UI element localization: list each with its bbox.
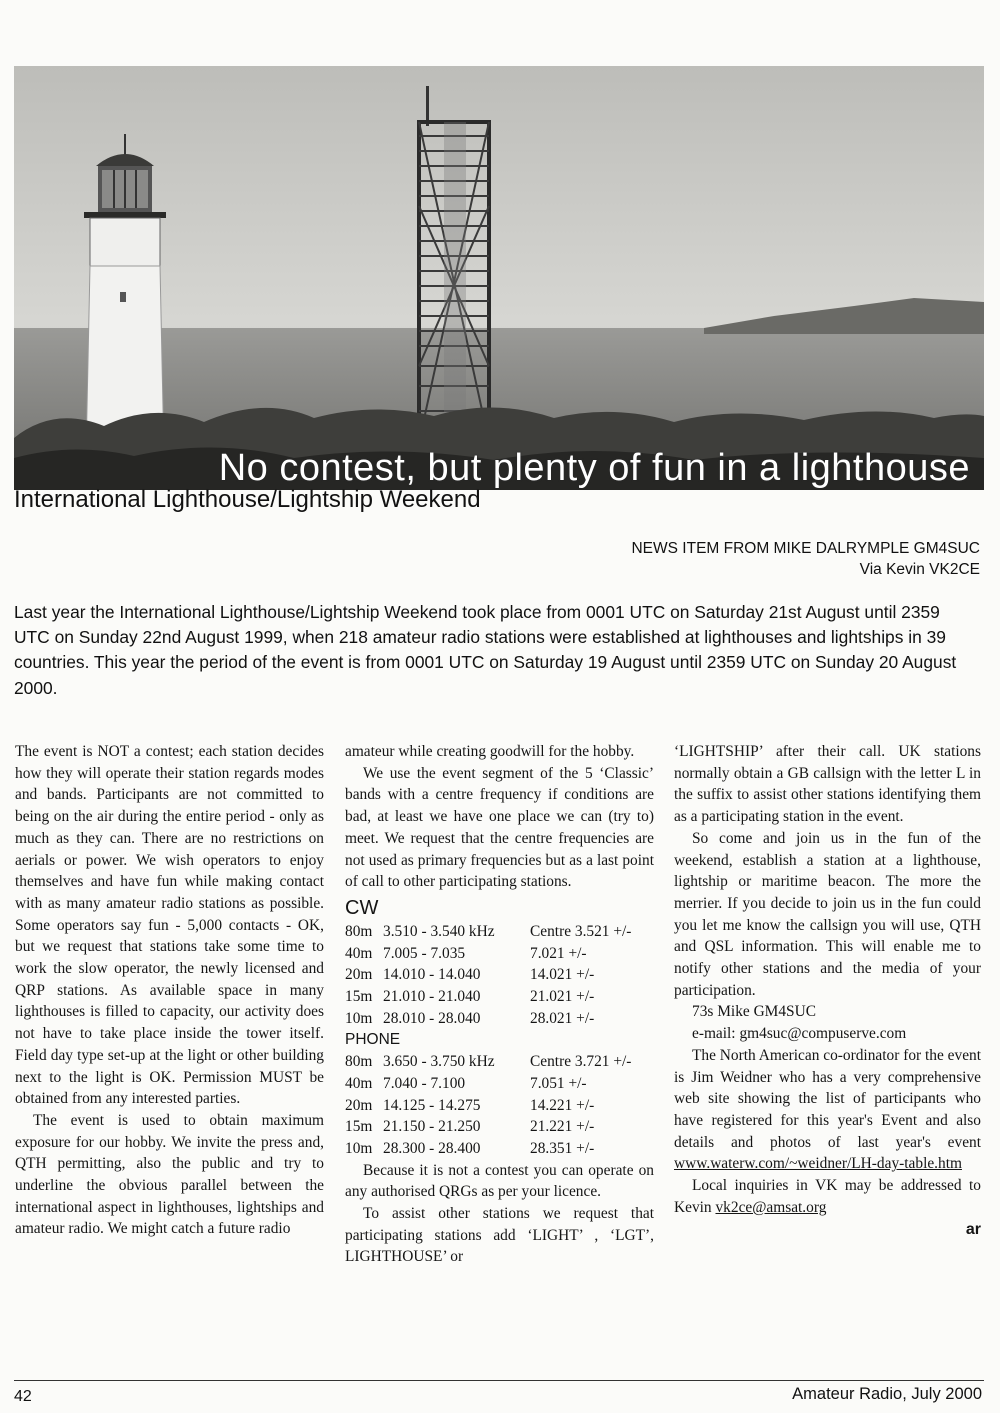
range-cell: 28.300 - 28.400 bbox=[383, 1139, 481, 1157]
paragraph bbox=[674, 1175, 981, 1218]
table-row bbox=[345, 986, 631, 1008]
article-title: No contest, but plenty of fun in a lighthouse bbox=[218, 447, 970, 489]
column-2 bbox=[345, 741, 654, 1268]
centre-cell: 14.021 +/- bbox=[530, 966, 595, 984]
centre-cell: 21.021 +/- bbox=[530, 988, 595, 1006]
table-row bbox=[345, 1008, 631, 1030]
centre-cell: Centre 3.721 +/- bbox=[530, 1053, 632, 1071]
article-subtitle: International Lighthouse/Lightship Weekend bbox=[14, 486, 481, 513]
band-cell: 15m bbox=[345, 988, 373, 1006]
page-number: 42 bbox=[14, 1388, 32, 1405]
band-cell: 20m bbox=[345, 966, 373, 984]
range-cell: 7.040 - 7.100 bbox=[383, 1074, 466, 1092]
contact-email-link[interactable]: vk2ce@amsat.org bbox=[715, 1198, 827, 1216]
table-row bbox=[345, 1116, 631, 1138]
footer-divider bbox=[14, 1380, 984, 1381]
band-cell: 80m bbox=[345, 922, 373, 940]
table-row bbox=[345, 943, 631, 965]
cw-frequency-table bbox=[345, 921, 631, 1030]
paragraph-text: The North American co-ordinator for the event is Jim Weidner who has a very comprehensive web site showing the list of participants who have registered for this year's Event and also details and photos of last year's event bbox=[674, 1046, 981, 1151]
centre-cell: 14.221 +/- bbox=[530, 1096, 595, 1114]
table-row bbox=[345, 964, 631, 986]
band-cell: 20m bbox=[345, 1096, 373, 1114]
band-cell: 10m bbox=[345, 1009, 373, 1027]
cw-heading: CW bbox=[345, 896, 379, 919]
byline-via: Via Kevin VK2CE bbox=[859, 561, 980, 578]
paragraph: The event is used to obtain maximum exposure for our hobby. We invite the press and, QTH permitting, also the public and try to underline the obvious parallel between the international aspect in lighthouses, lightships and amateur radio. We might catch a future radio bbox=[15, 1111, 324, 1238]
phone-frequency-table bbox=[345, 1051, 631, 1160]
column-1 bbox=[15, 741, 324, 1240]
table-row bbox=[345, 1051, 631, 1073]
table-row bbox=[345, 921, 631, 943]
centre-cell: 28.021 +/- bbox=[530, 1009, 595, 1027]
paragraph: So come and join us in the fun of the weekend, establish a station at a lighthouse, lightship or maritime beacon. The more the merrier. If you decide to join us in the fun could you let me know the callsign you will use, QTH and QSL information. This will enable me to notify other stations and the media of your participation. bbox=[674, 829, 981, 999]
band-cell: 15m bbox=[345, 1118, 373, 1136]
centre-cell: 7.051 +/- bbox=[530, 1074, 587, 1092]
byline-author: NEWS ITEM FROM MIKE DALRYMPLE GM4SUC bbox=[631, 540, 980, 557]
paragraph: amateur while creating goodwill for the hobby. bbox=[345, 743, 635, 760]
publication-info: Amateur Radio, July 2000 bbox=[792, 1385, 982, 1403]
email-label: e-mail: bbox=[692, 1025, 736, 1043]
range-cell: 21.010 - 21.040 bbox=[383, 988, 481, 1006]
centre-cell: Centre 3.521 +/- bbox=[530, 922, 632, 940]
column-3 bbox=[674, 741, 981, 1241]
paragraph-text: Local inquiries in VK may be addressed to Kevin bbox=[674, 1177, 981, 1216]
band-cell: 80m bbox=[345, 1053, 373, 1071]
centre-cell: 28.351 +/- bbox=[530, 1139, 595, 1157]
intro-paragraph: Last year the International Lighthouse/Lightship Weekend took place from 0001 UTC on Saturday 21st August until 2359 UTC on Sunday 22nd August 1999, when 218 amateur radio stations were established at lighthouses and lightships in 39 countries. This year the period of the event is from 0001 UTC on Saturday 19 August until 2359 UTC on Sunday 20 August 2000. bbox=[14, 602, 957, 698]
email-address: gm4suc@compuserve.com bbox=[739, 1025, 907, 1043]
range-cell: 21.150 - 21.250 bbox=[383, 1118, 481, 1136]
band-cell: 10m bbox=[345, 1139, 373, 1157]
range-cell: 3.650 - 3.750 kHz bbox=[383, 1053, 495, 1071]
band-cell: 40m bbox=[345, 1074, 373, 1092]
paragraph: Because it is not a contest you can operate on any authorised QRGs as per your licence. bbox=[345, 1161, 654, 1201]
website-link[interactable]: www.waterw.com/~weidner/LH-day-table.htm bbox=[674, 1155, 962, 1173]
table-row bbox=[345, 1138, 631, 1160]
paragraph: The event is NOT a contest; each station decides how they will operate their station regards modes and bands. Participants are not committed to being on the air during the entire period - only as much as they can. There are no restrictions on aerials or power. We wish operators to enjoy themselves and have fun while making contact with as many amateur radio stations as possible. Some operators say fun - 5,000 contacts - OK, but we request that stations take some time to work the slow operator, the newly licensed and QRP stations. As available space in many lighthouses is filled to capacity, our activity does not have to take place inside the tower itself. Field day type set-up at the light or other building next to the light is OK. Permission MUST be obtained from any interested parties. bbox=[15, 743, 324, 1108]
centre-cell: 21.221 +/- bbox=[530, 1118, 595, 1136]
table-row bbox=[345, 1095, 631, 1117]
table-row bbox=[345, 1073, 631, 1095]
byline bbox=[631, 538, 980, 580]
range-cell: 7.005 - 7.035 bbox=[383, 944, 466, 962]
centre-cell: 7.021 +/- bbox=[530, 944, 587, 962]
header-photo bbox=[14, 66, 984, 490]
band-cell: 40m bbox=[345, 944, 373, 962]
email-line bbox=[674, 1023, 981, 1045]
range-cell: 3.510 - 3.540 kHz bbox=[383, 922, 495, 940]
range-cell: 14.010 - 14.040 bbox=[383, 966, 481, 984]
phone-heading: PHONE bbox=[345, 1031, 401, 1049]
range-cell: 28.010 - 28.040 bbox=[383, 1009, 481, 1027]
lighthouse-photo bbox=[14, 66, 984, 490]
paragraph: To assist other stations we request that participating stations add ‘LIGHT’ , ‘LGT’, LIGHTHOUSE’ or bbox=[345, 1205, 654, 1266]
signature-line: 73s Mike GM4SUC bbox=[692, 1003, 816, 1021]
end-mark: ar bbox=[965, 1221, 981, 1239]
paragraph bbox=[674, 1045, 981, 1175]
paragraph: ‘LIGHTSHIP’ after their call. UK stations normally obtain a GB callsign with the letter L in the suffix to assist other stations identifying them as a participating station in the event. bbox=[674, 743, 981, 826]
range-cell: 14.125 - 14.275 bbox=[383, 1096, 481, 1114]
paragraph: We use the event segment of the 5 ‘Classic’ bands with a centre frequency if conditions are bad, at least we have one place we can (try to) meet. We request that the centre frequencies are not used as primary frequencies but as a last point of call to other participating stations. bbox=[345, 764, 654, 891]
